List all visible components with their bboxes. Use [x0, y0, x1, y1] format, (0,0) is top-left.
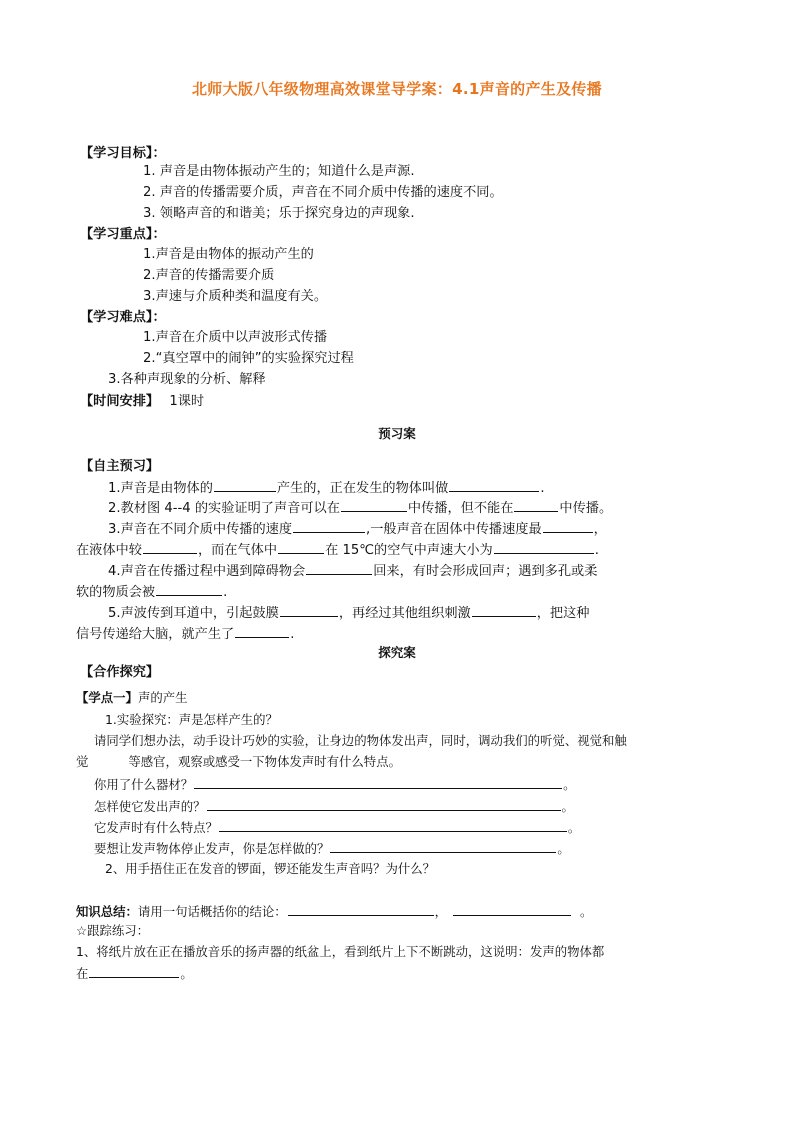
answer-blank[interactable]: [293, 519, 365, 533]
key-point-item: 1.声音是由物体的振动产生的: [143, 247, 314, 262]
experiment-text: 等感官，观察或感受一下物体发声时有什么特点。: [128, 754, 401, 769]
question-text: 它发声时有什么特点？: [94, 820, 218, 835]
answer-blank[interactable]: [449, 478, 539, 492]
experiment-text: 觉: [76, 754, 89, 769]
question-text: 1.声音是由物体的: [108, 481, 213, 496]
explore-heading: 【合作探究】: [80, 665, 160, 680]
answer-blank[interactable]: [330, 839, 556, 853]
question-how: [94, 797, 574, 816]
question-text: .: [290, 627, 295, 642]
question-2: 2、用手捂住正在发音的锣面，锣还能发生声音吗？为什么？: [105, 861, 436, 876]
answer-blank[interactable]: [543, 519, 593, 533]
question-text: 信号传递给大脑，就产生了: [76, 627, 235, 642]
practice-question-1: 1、将纸片放在正在播放音乐的扬声器的纸盆上，看到纸片上下不断跳动，这说明：发声的物体都: [76, 944, 605, 959]
summary-text: 。: [580, 904, 593, 919]
preview-question-5: [108, 603, 589, 623]
question-text: ,一般声音在固体中传播速度最: [366, 522, 542, 537]
answer-blank[interactable]: [494, 540, 594, 554]
objectives-heading: 【学习目标】：: [80, 146, 166, 161]
question-text: 4.声音在传播过程中遇到障碍物会: [108, 564, 306, 579]
answer-blank[interactable]: [278, 540, 324, 554]
time-line: [80, 393, 204, 411]
answer-blank[interactable]: [306, 561, 372, 575]
answer-blank[interactable]: [341, 498, 407, 512]
question-text: ，把这种: [536, 606, 590, 621]
question-text: 软的物质会被: [76, 585, 156, 600]
key-points-heading: 【学习重点】：: [80, 227, 166, 242]
question-text: 在液体中较: [76, 543, 142, 558]
answer-blank[interactable]: [214, 478, 276, 492]
answer-blank[interactable]: [219, 818, 567, 832]
practice-question-1-cont: [76, 964, 193, 983]
question-text: 。: [561, 799, 574, 814]
question-text: 。: [567, 820, 581, 835]
difficulty-item: 3.各种声现象的分析、解释: [108, 372, 266, 387]
question-text: 中传播。: [559, 501, 613, 516]
preview-question-4-cont: [76, 582, 227, 602]
question-text: .: [540, 481, 545, 496]
answer-blank[interactable]: [89, 964, 179, 978]
question-text: 。: [563, 777, 576, 792]
learning-point-1: [76, 689, 188, 707]
preview-question-3-cont: [76, 540, 599, 560]
objective-item: 1. 声音是由物体振动产生的；知道什么是声源.: [143, 164, 415, 179]
question-text: 在 15℃的空气中声速大小为: [325, 543, 493, 558]
objective-item: 2. 声音的传播需要介质，声音在不同介质中传播的速度不同。: [143, 185, 503, 200]
knowledge-summary: [76, 902, 592, 921]
answer-blank[interactable]: [194, 775, 562, 789]
key-point-item: 3.声速与介质种类和温度有关。: [143, 289, 328, 304]
learning-point-text: 声的产生: [137, 690, 188, 705]
practice-heading: ☆跟踪练习：: [76, 923, 150, 938]
summary-text: ，: [434, 904, 448, 919]
experiment-text-cont: [76, 753, 401, 771]
answer-blank[interactable]: [472, 603, 536, 617]
question-equipment: [94, 775, 576, 794]
question-text: 你用了什么器材？: [94, 777, 194, 792]
question-text: 要想让发声物体停止发声，你是怎样做的？: [94, 841, 330, 856]
preview-heading: 【自主预习】: [80, 459, 160, 474]
question-text: 。: [557, 841, 570, 856]
question-text: ，: [593, 522, 607, 537]
question-text: 回来，有时会形成回声；遇到多孔或柔: [373, 564, 598, 579]
answer-blank[interactable]: [514, 498, 558, 512]
preview-question-2: [108, 498, 612, 518]
summary-text: 请用一句话概括你的结论：: [137, 904, 287, 919]
preview-question-1: [108, 478, 545, 498]
question-text: 。: [180, 966, 193, 981]
answer-blank[interactable]: [207, 797, 561, 811]
question-text: 在: [76, 966, 89, 981]
explore-section-title: 探究案: [378, 645, 416, 660]
question-stop: [94, 839, 570, 858]
answer-blank[interactable]: [235, 624, 289, 638]
document-title: 北师大版八年级物理高效课堂导学案：4.1声音的产生及传播: [192, 80, 602, 98]
answer-blank[interactable]: [143, 540, 197, 554]
preview-question-3: [108, 519, 607, 539]
question-text: ，再经过其他组织刺激: [338, 606, 471, 621]
preview-question-4: [108, 561, 597, 581]
question-text: 怎样使它发出声的？: [94, 799, 206, 814]
question-text: .: [594, 543, 599, 558]
question-text: 5.声波传到耳道中，引起鼓膜: [108, 606, 279, 621]
answer-blank[interactable]: [453, 902, 571, 916]
question-feature: [94, 818, 580, 837]
time-value: 1课时: [169, 394, 205, 409]
learning-point-tag: 【学点一】: [76, 690, 138, 705]
difficulties-heading: 【学习难点】：: [80, 310, 166, 325]
answer-blank[interactable]: [280, 603, 338, 617]
experiment-title: 1.实验探究：声是怎样产生的？: [105, 712, 278, 727]
difficulty-item: 1.声音在介质中以声波形式传播: [143, 330, 328, 345]
summary-label: 知识总结：: [76, 904, 138, 919]
question-text: .: [223, 585, 228, 600]
question-text: 产生的，正在发生的物体叫做: [276, 481, 449, 496]
answer-blank[interactable]: [156, 582, 222, 596]
preview-section-title: 预习案: [378, 426, 416, 441]
question-text: ，而在气体中: [197, 543, 278, 558]
question-text: 2.教材图 4--4 的实验证明了声音可以在: [108, 501, 340, 516]
question-text: 中传播，但不能在: [407, 501, 514, 516]
experiment-text: 请同学们想办法，动手设计巧妙的实验，让身边的物体发出声，同时，调动我们的听觉、视觉和触: [94, 733, 627, 748]
preview-question-5-cont: [76, 624, 294, 644]
objective-item: 3. 领略声音的和谐美；乐于探究身边的声现象.: [143, 206, 415, 221]
difficulty-item: 2.“真空罩中的闹钟”的实验探究过程: [143, 351, 354, 366]
time-heading: 【时间安排】: [80, 394, 160, 409]
question-text: 3.声音在不同介质中传播的速度: [108, 522, 293, 537]
key-point-item: 2.声音的传播需要介质: [143, 268, 275, 283]
answer-blank[interactable]: [288, 902, 434, 916]
